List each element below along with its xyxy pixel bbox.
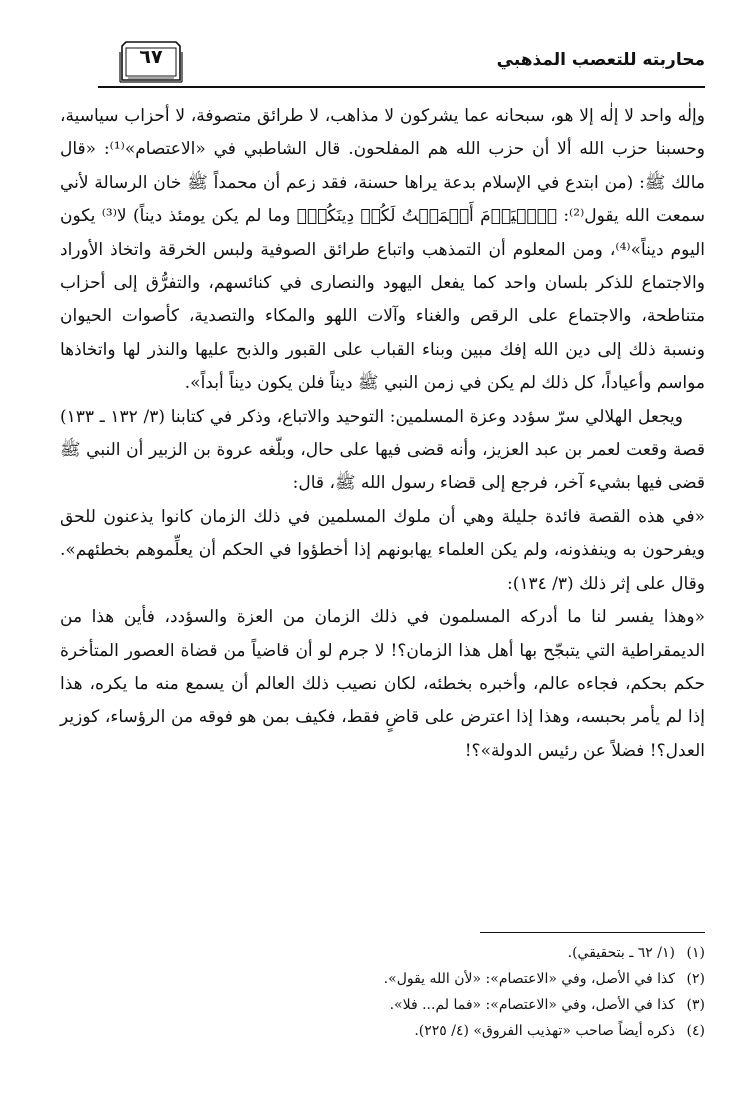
footnote-text: (١/ ٦٢ ـ بتحقيقي).	[567, 945, 675, 961]
footnotes	[60, 940, 705, 1044]
footnote-3	[60, 992, 705, 1018]
page-number-frame	[118, 40, 184, 84]
footnote-2	[60, 966, 705, 992]
footnote-number: (٣)	[686, 997, 705, 1013]
footnote-separator	[480, 932, 705, 933]
paragraph-2: ويجعل الهلالي سرّ سؤدد وعزة المسلمين: التوحيد والاتباع، وذكر في كتابنا (٣/ ١٣٢ ـ ١٣٣) قصة وقعت لعمر بن عبد العزيز، وأنه قضى فيها على حال، وبلّغه عروة بن الزبير أن النبي ﷺ قضى فيها بشيء آخر، فرجع إلى قضاء رسول الله ﷺ، قال:	[60, 406, 705, 494]
running-title: محاربته للتعصب المذهبي	[496, 50, 705, 70]
paragraph-3: «في هذه القصة فائدة جليلة وهي أن ملوك المسلمين في ذلك الزمان كانوا يذعنون للحق ويفرحون به وينفذونه، ولم يكن العلماء يهابونهم إذا أخطؤوا في الحكم أن يعلِّموهم بخطئهم». وقال على إثر ذلك (٣/ ١٣٤):	[60, 506, 705, 594]
main-text	[60, 100, 705, 768]
page-header	[98, 40, 705, 88]
header-rule	[98, 86, 705, 88]
footnote-number: (٤)	[686, 1023, 705, 1039]
footnote-number: (٢)	[686, 971, 705, 987]
footnote-text: كذا في الأصل، وفي «الاعتصام»: «فما لم... فلا».	[389, 997, 675, 1013]
footnote-text: كذا في الأصل، وفي «الاعتصام»: «لأن الله يقول».	[383, 971, 675, 987]
footnote-1	[60, 940, 705, 966]
paragraph-1: وإلٰه واحد لا إلٰه إلا هو، سبحانه عما يشركون لا مذاهب، لا طرائق متصوفة، لا أحزاب سياسية، وحسبنا حزب الله ألا أن حزب الله هم المفلحون. قال الشاطبي في «الاعتصام»⁽¹⁾: «قال مالك ﷺ: (من ابتدع في الإسلام بدعة يراها حسنة، فقد زعم أن محمداً ﷺ خان الرسالة لأني سمعت الله يقول⁽²⁾: ﴿ٱلۡيَوۡمَ أَكۡمَلۡتُ لَكُمۡ دِينَكُمۡ﴾ وما لم يكن يومئذ ديناً) لا⁽³⁾ يكون اليوم ديناً»⁽⁴⁾، ومن المعلوم أن التمذهب واتباع طرائق الصوفية ولبس الخرقة واتخاذ الأوراد والاجتماع للذكر بلسان واحد كما يفعل اليهود والنصارى في كنائسهم، والتفرُّق إلى أحزاب متناطحة، والاجتماع على الرقص والغناء وآلات اللهو والمكاء والتصدية، كأصوات الحيوان ونسبة ذلك إلى دين الله إفك مبين وبناء القباب على القبور والذبح عليها والنذر لها واتخاذها مواسم وأعياداً، كل ذلك لم يكن في زمن النبي ﷺ ديناً فلن يكون ديناً أبداً».	[60, 106, 706, 394]
footnote-text: ذكره أيضاً صاحب «تهذيب الفروق» (٤/ ٢٢٥).	[414, 1023, 675, 1039]
page-number: ٦٧	[139, 46, 163, 68]
paragraph-4: «وهذا يفسر لنا ما أدركه المسلمون في ذلك الزمان من العزة والسؤدد، فأين هذا من الديمقراطية التي يتبجّح بها أهل هذا الزمان؟! لا جرم لو أن قاضياً من قضاة العصور المتأخرة حكم بحكم، فجاءه عالم، وأخبره بخطئه، لكان نصيب ذلك العالم أن يسمع منه ما يكره، هذا إذا لم يأمر بحبسه، وهذا إذا اعترض على قاضٍ فقط، فكيف بمن هو فوقه من الرؤساء، كوزير العدل؟! فضلاً عن رئيس الدولة»؟!	[60, 607, 705, 761]
footnote-number: (١)	[686, 945, 705, 961]
footnote-4	[60, 1018, 705, 1044]
